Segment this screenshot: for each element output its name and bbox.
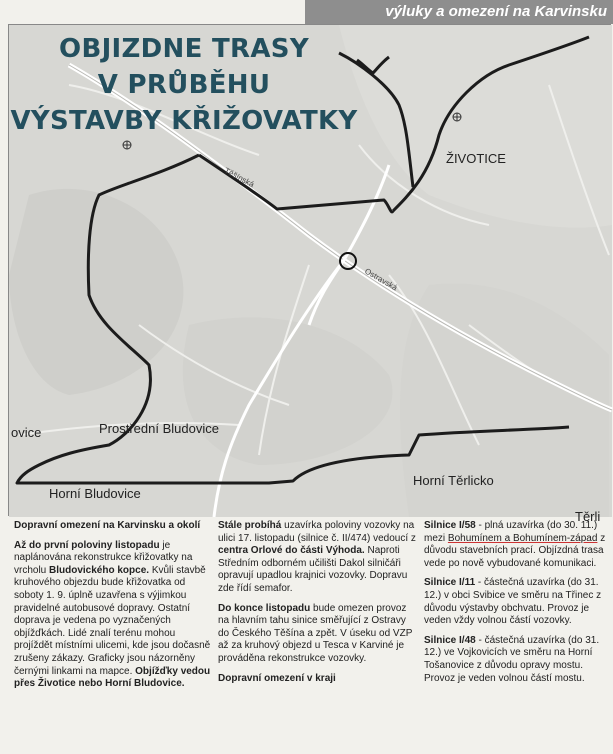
heading-text: Dopravní omezení v kraji xyxy=(218,672,336,684)
bold-text: Bludovického kopce. xyxy=(49,564,150,576)
paragraph xyxy=(218,603,416,666)
paragraph xyxy=(424,577,610,627)
body-text: z důvodu stavebních prací. Objízdná trasa vede po nově vybudované komunikaci. xyxy=(424,532,606,569)
body-text: Naproti Středním odborném učilišti Dakol silničáři opravují upadlou krajnici vozovky. Dopravu zde řídí semafor. xyxy=(218,545,408,594)
bold-text: Silnice I/48 xyxy=(424,634,476,646)
body-text: Kvůli stavbě kruhového objezdu bude křižovatka od soboty 1. 9. úplně uzavřena s výjimkou pravidelné autobusové dopravy. Ostatní doprava je vedena po vyznačených objížďkách. Lidé znalí terénu mohou projíždět místními ulicemi, kde jsou dočasně zrušeny zákazy. Graficky jsou názorněny černými linkami na mapce. xyxy=(14,564,211,677)
bold-text: Stále probíhá xyxy=(218,520,282,531)
map-title-line: V PRŮBĚHU xyxy=(97,70,271,100)
bold-text: Až do první poloviny listopadu xyxy=(14,539,160,551)
underlined-text: Bohumínem a Bohumínem-západ xyxy=(447,532,598,544)
body-text: - částečná uzavírka (do 31. 12.) v obci Svibice ve směru na Třinec z důvodu výstavby obchvatu. Provoz je veden vždy volnou částí vozovky. xyxy=(424,577,602,627)
paragraph xyxy=(14,540,212,691)
article-column-2 xyxy=(218,520,416,692)
article-column-3 xyxy=(424,520,610,692)
body-text: - částečná uzavírka (do 31. 12.) ve Vojkovicích ve směru na Horní Tošanovice z důvodu opravy mostu. Provoz je veden volnou částí mostu. xyxy=(424,634,600,684)
map-title-line: VÝSTAVBY KŘIŽOVATKY xyxy=(10,106,358,136)
bold-text: centra Orlové do části Výhoda. xyxy=(218,545,365,557)
church-icon xyxy=(123,141,131,149)
place-prostredni-bludovice: Prostřední Bludovice xyxy=(99,421,219,436)
body-text: je naplánována rekonstrukce křižovatky na vrcholu xyxy=(14,539,193,576)
road-label-ostravska: Ostravská xyxy=(363,266,399,293)
body-text: - plná uzavírka (do 30. 11.) mezi xyxy=(424,520,598,544)
body-text: bude omezen provoz na hlavním tahu sinice směřující z Ostravy do Českého Těšína a zpět. V úseku od VZP až za kruhový objezd u Tesca v Karviné je prováděna rekonstrukce vozovky. xyxy=(218,602,413,664)
place-horni-terlicko: Horní Těrlicko xyxy=(413,473,494,488)
place-horni-bludovice: Horní Bludovice xyxy=(49,486,141,501)
map-title xyxy=(9,31,359,139)
road-label-tesinska: Těšínská xyxy=(222,165,256,190)
paragraph xyxy=(424,520,610,570)
church-icon xyxy=(453,113,461,121)
body-text: uzavírka poloviny vozovky na ulici 17. listopadu (silnice č. II/474) vedoucí z xyxy=(218,520,416,544)
section-banner: výluky a omezení na Karvinsku xyxy=(305,0,613,24)
bold-text: Silnice I/58 xyxy=(424,520,476,531)
heading-text: Dopravní omezení na Karvinsku a okolí xyxy=(14,520,201,531)
article-column-1 xyxy=(14,520,212,698)
map-title-line: OBJIZDNE TRASY xyxy=(59,34,309,64)
column-heading xyxy=(14,520,212,533)
bold-text: Do konce listopadu xyxy=(218,602,311,614)
paragraph xyxy=(218,520,416,596)
bold-text: Objížďky vedou přes Životice nebo Horní Bludovice. xyxy=(14,665,211,690)
bold-text: Silnice I/11 xyxy=(424,577,476,589)
place-zivotice: ŽIVOTICE xyxy=(446,151,506,166)
paragraph xyxy=(424,635,610,685)
place-vice: ovice xyxy=(11,425,42,440)
detour-map xyxy=(8,24,611,524)
column-heading xyxy=(218,673,416,686)
place-terli: Těrli xyxy=(575,509,601,524)
